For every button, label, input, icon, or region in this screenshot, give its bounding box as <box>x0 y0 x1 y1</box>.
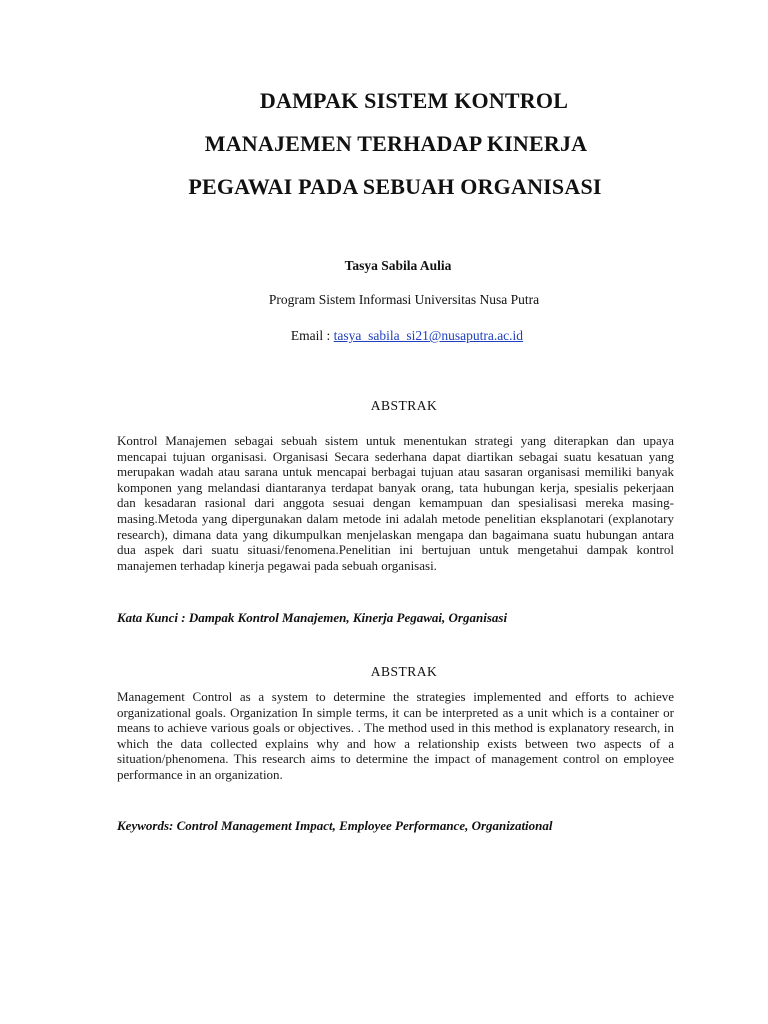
email-label: Email : <box>290 328 331 343</box>
title-line-2: MANAJEMEN TERHADAP KINERJA <box>204 131 588 156</box>
email-link[interactable]: tasya_sabila_si21@nusaputra.ac.id <box>333 328 524 343</box>
keywords-en: Keywords: Control Management Impact, Employee Performance, Organizational <box>117 818 553 833</box>
title-line-3: PEGAWAI PADA SEBUAH ORGANISASI <box>188 174 602 199</box>
abstract-body-en: Management Control as a system to determine the strategies implemented and efforts to achieve organizational goals. Organization In simple terms, it can be interpreted as a unit which is a container or means to achieve various goals or objectives. . The method used in this method is explanatory research, in which the data collected explains why and how a relationship exists between two aspects of a situation/phenomena. This research aims to determine the impact of management control on employee performance in an organization. <box>117 689 674 782</box>
affiliation: Program Sistem Informasi Universitas Nusa Putra <box>268 292 540 307</box>
abstract-heading-en: ABSTRAK <box>370 664 438 679</box>
abstract-body-id: Kontrol Manajemen sebagai sebuah sistem untuk menentukan strategi yang diterapkan dan upaya mencapai tujuan organisasi. Organisasi Secara sederhana dapat diartikan sebagai suatu kesatuan yang merupakan wadah atau sarana untuk mencapai berbagai tujuan atau sasaran organisasi memiliki banyak komponen yang melandasi diantaranya terdapat banyak orang, tata hubungan kerja, spesialis pekerjaan dan kesadaran rasional dari anggota sesuai dengan kemampuan dan spesialisasi mereka masing-masing.Metoda yang dipergunakan dalam metode ini adalah metode penelitian eksplanotari (explanotary research), dimana data yang dikumpulkan menjelaskan mengapa dan bagaimana suatu hubungan antara dua aspek dari suatu situasi/fenomena.Penelitian ini bertujuan untuk mengetahui dampak kontrol manajemen terhadap kinerja pegawai pada sebuah organisasi. <box>117 433 674 573</box>
author-name: Tasya Sabila Aulia <box>344 258 452 273</box>
abstract-heading-id: ABSTRAK <box>370 398 438 413</box>
title-line-1: DAMPAK SISTEM KONTROL <box>259 88 569 113</box>
email-line <box>0 328 768 344</box>
keywords-id: Kata Kunci : Dampak Kontrol Manajemen, Kinerja Pegawai, Organisasi <box>117 610 508 625</box>
